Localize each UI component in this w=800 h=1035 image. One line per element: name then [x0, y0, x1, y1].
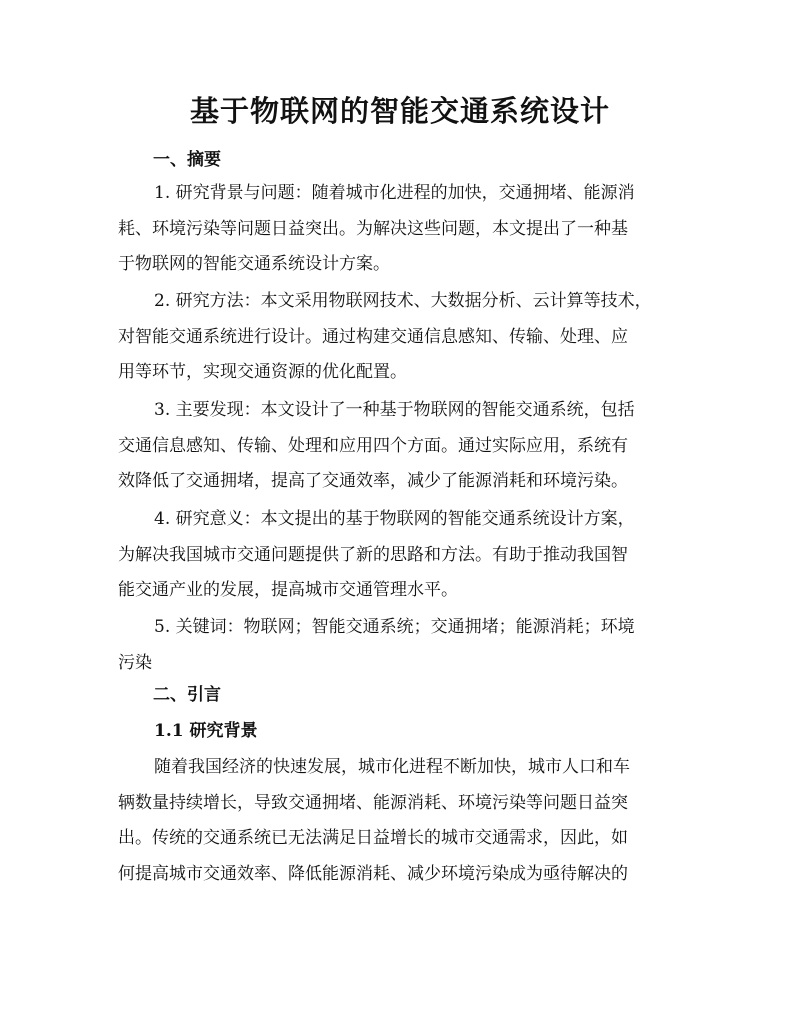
paragraph-line: 耗、环境污染等问题日益突出。为解决这些问题，本文提出了一种基	[118, 218, 628, 239]
abstract-paragraph-2	[118, 284, 698, 391]
abstract-paragraph-1	[118, 176, 698, 283]
paragraph-line: 效降低了交通拥堵，提高了交通效率，减少了能源消耗和环境污染。	[118, 471, 628, 491]
abstract-paragraph-3	[118, 393, 698, 500]
paragraph-line: 随着我国经济的快速发展，城市化进程不断加快，城市人口和车	[154, 757, 630, 777]
paragraph-line: 2. 研究方法：本文采用物联网技术、大数据分析、云计算等技术，	[154, 291, 652, 311]
abstract-paragraph-4	[118, 502, 698, 609]
paragraph-line: 何提高城市交通效率、降低能源消耗、减少环境污染成为亟待解决的	[118, 863, 628, 884]
paragraph-line: 3. 主要发现：本文设计了一种基于物联网的智能交通系统，包括	[154, 400, 635, 420]
paragraph-line: 4. 研究意义：本文提出的基于物联网的智能交通系统设计方案，	[154, 509, 635, 529]
paragraph-line: 1. 研究背景与问题：随着城市化进程的加快，交通拥堵、能源消	[154, 183, 635, 203]
paragraph-line: 能交通产业的发展，提高城市交通管理水平。	[118, 580, 458, 600]
paragraph-line: 于物联网的智能交通系统设计方案。	[118, 254, 390, 274]
section-heading-introduction: 二、引言	[153, 685, 221, 705]
introduction-paragraph	[118, 750, 698, 892]
paragraph-line: 交通信息感知、传输、处理和应用四个方面。通过实际应用，系统有	[118, 435, 628, 456]
paragraph-line: 5. 关键词：物联网；智能交通系统；交通拥堵；能源消耗；环境	[154, 617, 635, 637]
paragraph-line: 辆数量持续增长，导致交通拥堵、能源消耗、环境污染等问题日益突	[118, 792, 628, 813]
abstract-paragraph-5	[118, 610, 698, 681]
paragraph-line: 出。传统的交通系统已无法满足日益增长的城市交通需求，因此，如	[118, 828, 628, 848]
section-heading-abstract: 一、摘要	[153, 150, 221, 170]
document-title: 基于物联网的智能交通系统设计	[189, 94, 610, 128]
paragraph-line: 用等环节，实现交通资源的优化配置。	[118, 362, 407, 382]
paragraph-line: 污染	[118, 652, 152, 673]
subsection-heading-background: 1.1 研究背景	[154, 721, 258, 741]
paragraph-line: 为解决我国城市交通问题提供了新的思路和方法。有助于推动我国智	[118, 544, 628, 565]
paragraph-line: 对智能交通系统进行设计。通过构建交通信息感知、传输、处理、应	[118, 326, 628, 347]
